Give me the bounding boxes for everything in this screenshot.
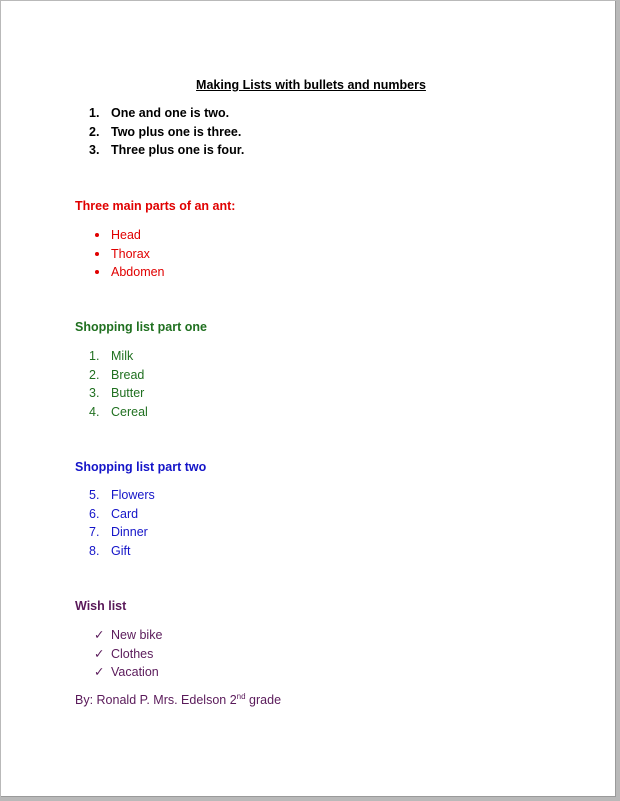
list-item-text: Bread (111, 367, 145, 382)
checkmark-icon: ✓ (94, 646, 105, 661)
ant-section-heading: Three main parts of an ant: (75, 199, 236, 213)
shopping-one-heading: Shopping list part one (75, 320, 207, 334)
list-item-text: Abdomen (111, 265, 165, 279)
list-item-text: Flowers (111, 488, 155, 502)
byline-prefix: By: Ronald P. Mrs. Edelson 2 (75, 693, 237, 707)
bullet-icon (95, 252, 99, 256)
bullet-icon (95, 270, 99, 274)
list-item-text: Cereal (111, 404, 148, 419)
list-item-text: Card (111, 506, 139, 521)
byline (75, 693, 281, 707)
list-item-text: Gift (111, 543, 131, 558)
shopping-two-heading: Shopping list part two (75, 460, 207, 474)
byline-superscript: nd (236, 691, 246, 701)
bullet-icon (95, 233, 99, 237)
list-item-text: Vacation (111, 665, 159, 679)
checkmark-icon: ✓ (94, 628, 105, 642)
list-number: 8. (89, 543, 100, 558)
list-number: 7. (89, 525, 100, 539)
list-number: 1. (89, 106, 100, 120)
list-item-text: Dinner (111, 525, 148, 539)
list-number: 2. (89, 124, 100, 139)
list-number: 2. (89, 367, 100, 382)
list-item-text: Milk (111, 349, 134, 363)
list-number: 1. (89, 349, 100, 363)
list-item-text: Three plus one is four. (111, 143, 245, 157)
list-number: 4. (89, 404, 100, 419)
list-item-text: Butter (111, 386, 145, 400)
list-number: 5. (89, 488, 100, 502)
list-item-text: Thorax (111, 246, 150, 261)
list-item-text: Head (111, 228, 141, 242)
page-title: Making Lists with bullets and numbers (196, 78, 426, 92)
list-item-text: New bike (111, 628, 163, 642)
list-item-text: Clothes (111, 646, 154, 661)
byline-suffix: grade (245, 693, 282, 707)
list-number: 3. (89, 143, 100, 157)
list-item-text: One and one is two. (111, 106, 230, 120)
list-item-text: Two plus one is three. (111, 124, 242, 139)
list-number: 6. (89, 506, 100, 521)
checkmark-icon: ✓ (94, 665, 105, 679)
wish-list-heading: Wish list (75, 599, 127, 613)
document-page (1, 1, 616, 797)
list-number: 3. (89, 386, 100, 400)
